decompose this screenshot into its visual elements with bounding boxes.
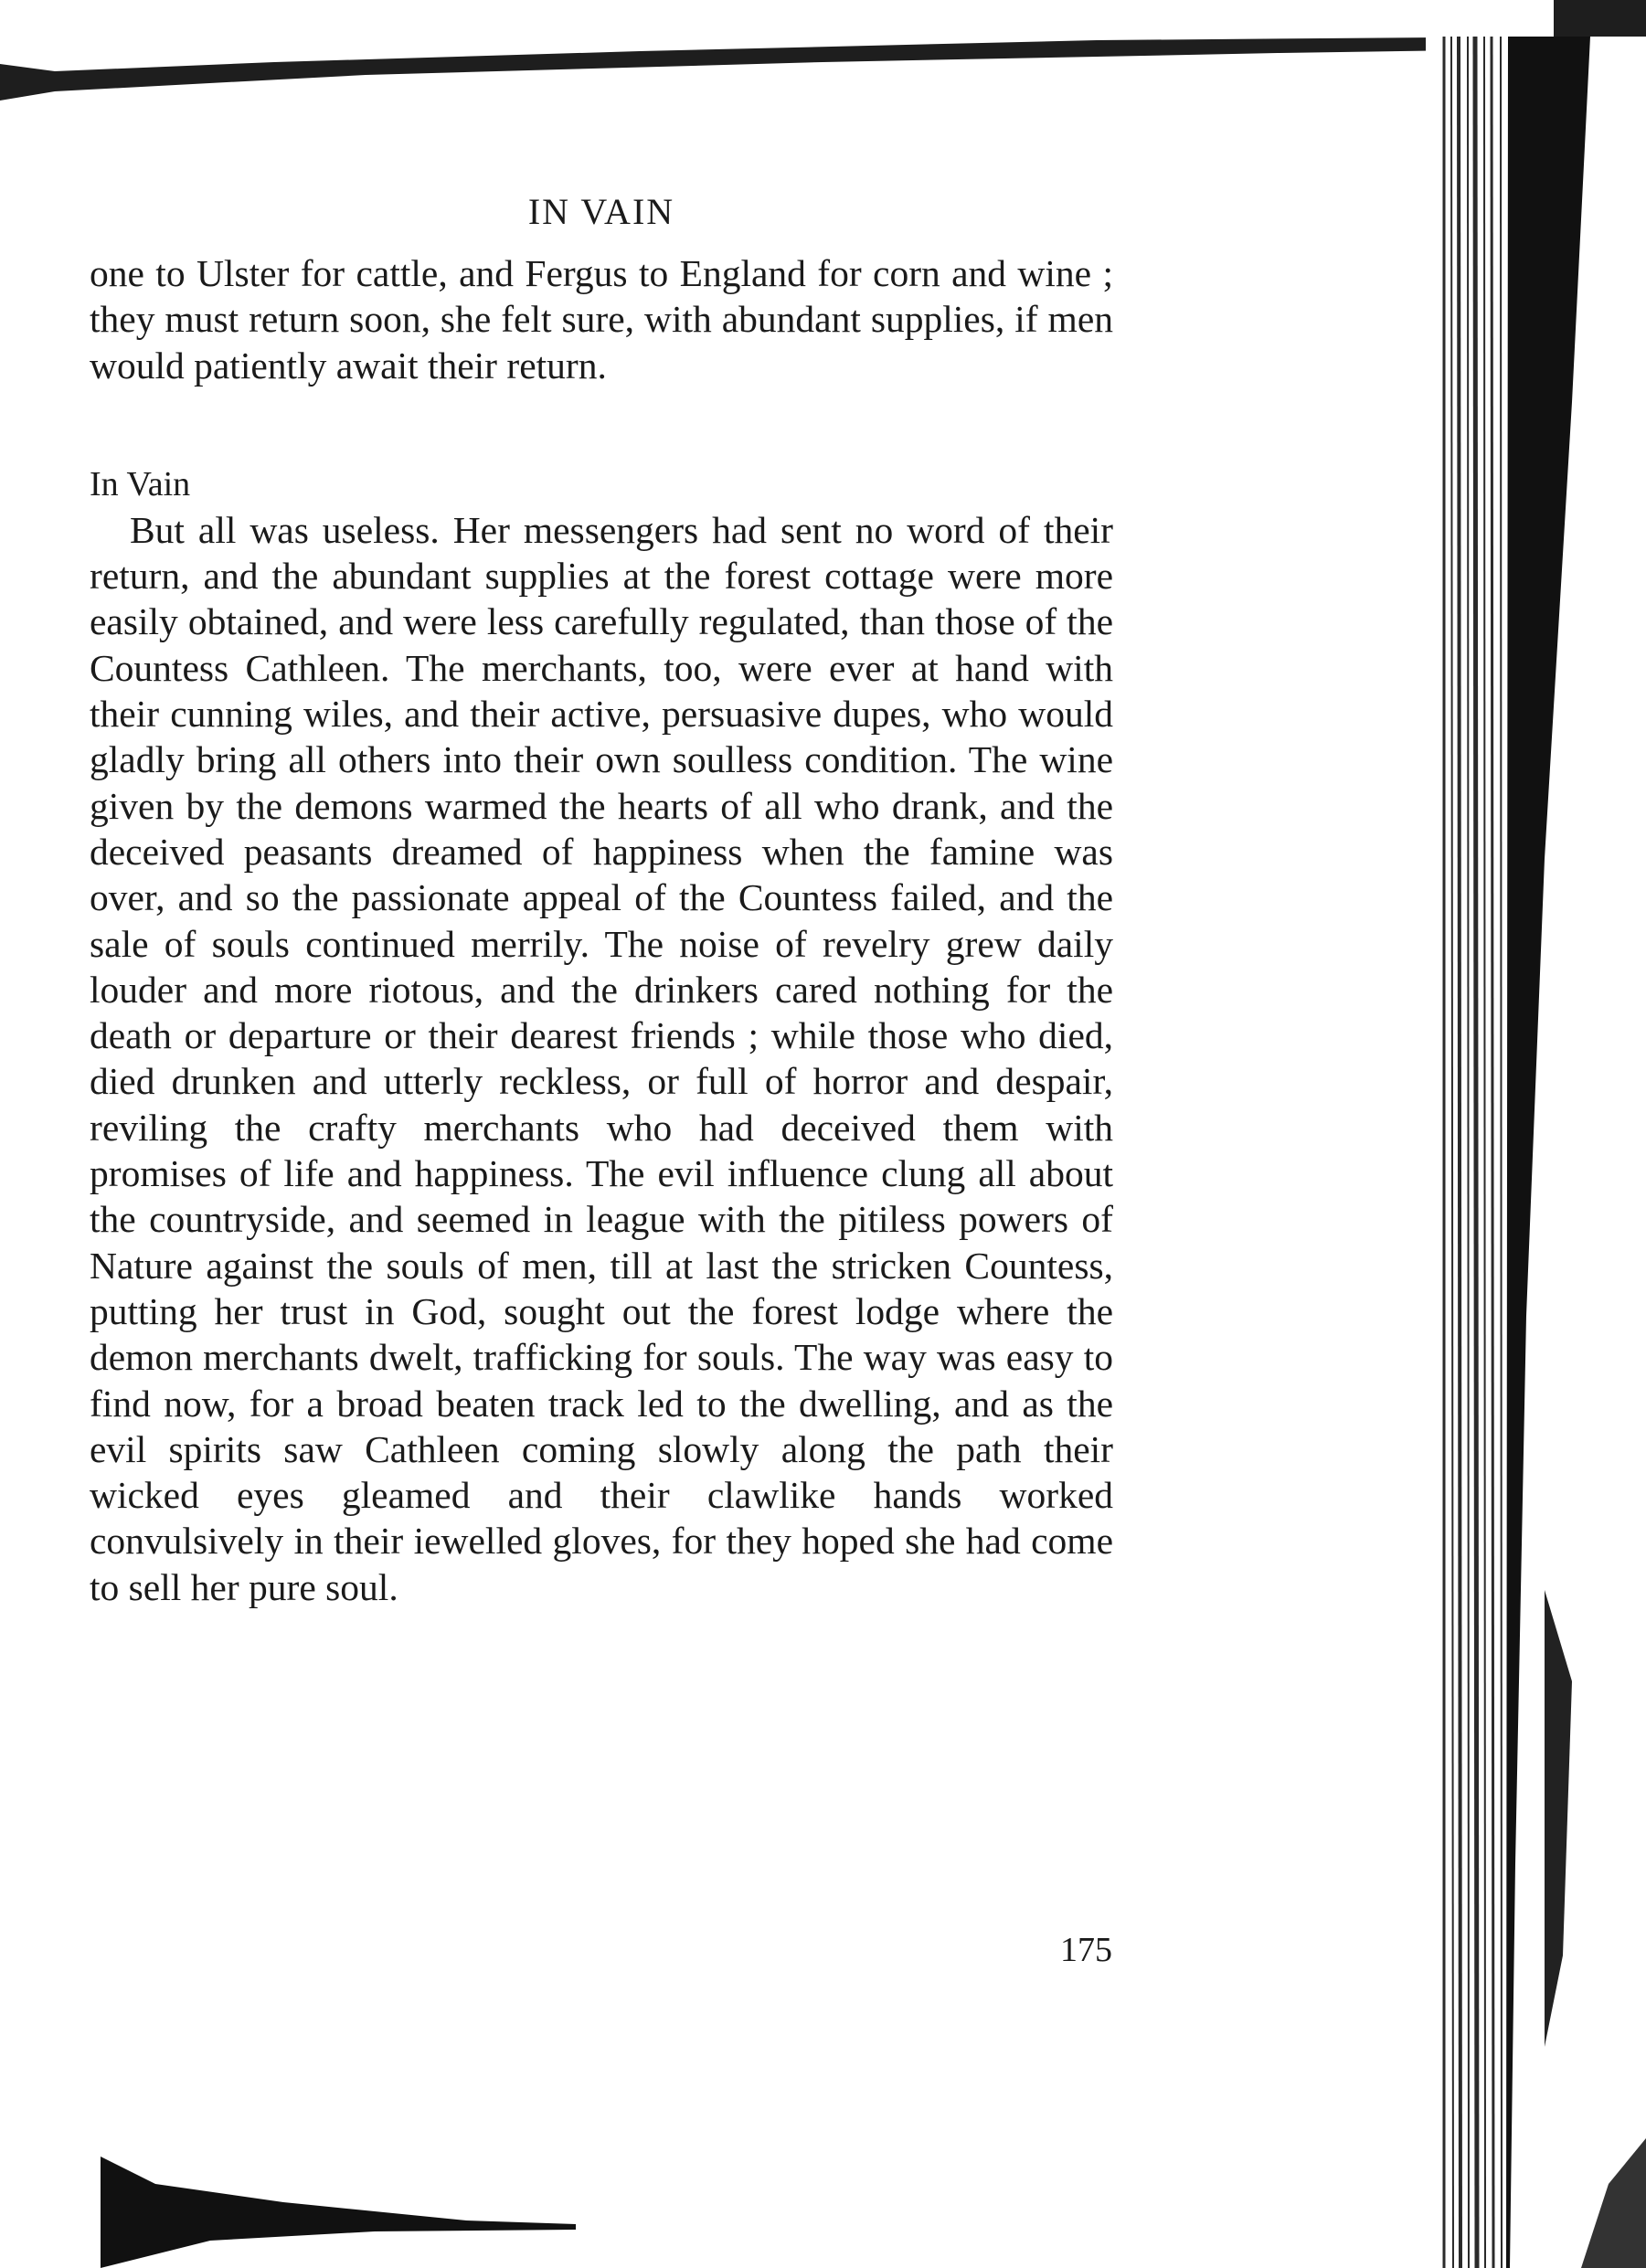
page-body: [90, 183, 1113, 1610]
continuation-paragraph: one to Ulster for cattle, and Fergus to England for corn and wine ; they must return soon, she felt sure, with abundant supplies, if men would patiently await their return.: [90, 252, 1113, 387]
section-side-heading: In Vain: [90, 464, 191, 503]
running-head: IN VAIN: [527, 191, 675, 232]
page-edge-stack: [1426, 37, 1646, 2268]
scan-edge-top: [0, 0, 1646, 101]
main-paragraph: But all was useless. Her messengers had sent no word of their return, and the abundant supplies at the forest cottage were more easily obtained, and were less carefully regulated, than those of the Countess Cathleen. The merchants, too, were ever at hand with their cunning wiles, and their active, persuasive dupes, who would gladly bring all others into their own soulless condition. The wine given by the demons warmed the hearts of all who drank, and the deceived peasants dreamed of happiness when the famine was over, and so the passionate appeal of the Countess failed, and the sale of souls continued merrily. The noise of revelry grew daily louder and more riotous, and the drinkers cared nothing for the death or departure or their dearest friends ; while those who died, died drunken and utterly reckless, or full of horror and despair, reviling the crafty merchants who had deceived them with promises of life and happiness. The evil influence clung all about the countryside, and seemed in league with the pitiless powers of Nature against the souls of men, till at last the stricken Countess, putting her trust in God, sought out the forest lodge where the demon merchants dwelt, trafficking for souls. The way was easy to find now, for a broad beaten track led to the dwelling, and as the evil spirits saw Cathleen coming slowly along the path their wicked eyes gleamed and their clawlike hands worked convulsively in their iewelled gloves, for they hoped she had come to sell her pure soul.: [90, 508, 1113, 1608]
scan-edge-bottom: [101, 2157, 576, 2268]
page-number: 175: [1060, 1931, 1112, 1969]
